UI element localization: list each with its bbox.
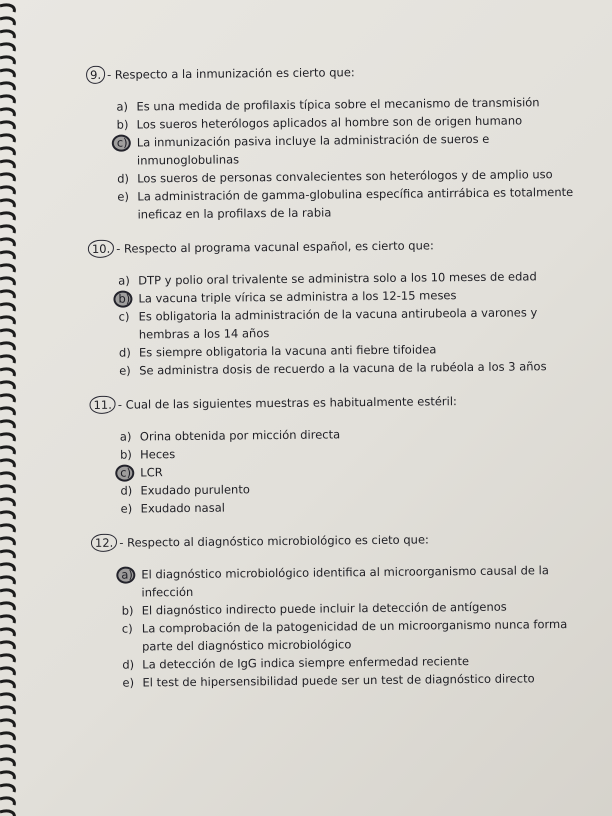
exam-questions	[86, 61, 593, 708]
question-header	[89, 391, 589, 414]
option-d: d) Es siempre obligatoria la vacuna anti fiebre tifoidea	[118, 342, 437, 360]
option-d: d) Los sueros de personas convalecientes son heterólogos y de amplio uso	[117, 167, 553, 186]
spiral-coil	[0, 525, 14, 532]
spiral-coil	[0, 5, 14, 12]
option-a: a) Orina obtenida por micción directa	[119, 427, 341, 444]
spiral-coil	[0, 460, 14, 467]
question-stem: - Cual de las siguientes muestras es habitualmente estéril:	[117, 394, 457, 412]
question-10	[88, 235, 589, 380]
option-b: b) Heces	[119, 447, 176, 462]
question-11	[89, 391, 590, 518]
spiral-coil	[0, 83, 14, 90]
option-list	[121, 561, 592, 692]
spiral-coil	[0, 486, 14, 493]
spiral-coil	[0, 473, 14, 480]
spiral-coil	[0, 499, 14, 506]
spiral-coil	[0, 161, 14, 168]
spiral-coil	[0, 96, 14, 103]
spiral-coil	[0, 577, 14, 584]
spiral-coil	[0, 733, 14, 740]
spiral-coil	[0, 408, 14, 415]
option-b-marked: b) La vacuna triple vírica se administra a los 12-15 meses	[118, 288, 457, 306]
spiral-coil	[0, 382, 14, 389]
spiral-coil	[0, 421, 14, 428]
spiral-coil	[0, 174, 14, 181]
spiral-coil	[0, 226, 14, 233]
spiral-coil	[0, 252, 14, 259]
option-c-marked: c) LCR	[120, 465, 163, 480]
spiral-coil	[0, 538, 14, 545]
spiral-coil	[0, 603, 14, 610]
spiral-coil	[0, 70, 14, 77]
spiral-coil	[0, 798, 14, 805]
spiral-coil	[0, 187, 14, 194]
spiral-coil	[0, 772, 14, 779]
answer-mark: c)	[120, 463, 140, 481]
answer-mark: c)	[117, 133, 137, 151]
option-a: a) Es una medida de profilaxis típica sobre el mecanismo de transmisión	[116, 95, 540, 114]
spiral-coil	[0, 330, 14, 337]
spiral-coil	[0, 564, 14, 571]
spiral-coil	[0, 317, 14, 324]
spiral-coil	[0, 369, 14, 376]
option-e: e) El test de hipersensibilidad puede ser un test de diagnóstico directo	[122, 671, 535, 690]
option-a: a) DTP y polio oral trivalente se administra solo a los 10 meses de edad	[118, 269, 537, 288]
question-stem: - Respecto al programa vacunal español, es cierto que:	[116, 238, 434, 256]
question-header	[91, 529, 591, 552]
question-number: 9.	[86, 66, 105, 84]
option-d: d) Exudado purulento	[120, 482, 250, 498]
question-9	[86, 61, 588, 224]
spiral-coil	[0, 746, 14, 753]
spiral-coil	[0, 434, 14, 441]
question-header	[86, 61, 586, 84]
question-stem: - Respecto al diagnóstico microbiológico es cieto que:	[119, 532, 429, 550]
spiral-coil	[0, 512, 14, 519]
option-list	[120, 423, 591, 518]
spiral-coil	[0, 629, 14, 636]
spiral-coil	[0, 239, 14, 246]
spiral-coil	[0, 590, 14, 597]
spiral-coil	[0, 278, 14, 285]
spiral-coil	[0, 395, 14, 402]
option-c: c) Es obligatoria la administración de la vacuna antirubeola a varones y hembras a los 14 años	[118, 305, 538, 342]
spiral-coil	[0, 720, 14, 727]
spiral-coil	[0, 551, 14, 558]
spiral-coil	[0, 356, 14, 363]
spiral-coil	[0, 681, 14, 688]
option-e: e) La administración de gamma-globulina específica antirrábica es totalmente ineficaz en la profilaxs de la rabia	[117, 184, 574, 222]
question-number: 10.	[88, 240, 114, 258]
spiral-coil	[0, 668, 14, 675]
spiral-coil	[0, 57, 14, 64]
spiral-coil	[0, 785, 14, 792]
question-header	[88, 235, 588, 258]
spiral-coil	[0, 18, 14, 25]
option-b: b) Los sueros heterólogos aplicados al hombre son de origen humano	[116, 113, 523, 132]
spiral-coil	[0, 759, 14, 766]
option-e: e) Exudado nasal	[120, 500, 225, 516]
spiral-coil	[0, 291, 14, 298]
spiral-coil	[0, 616, 14, 623]
answer-mark: b)	[118, 289, 138, 307]
question-number: 11.	[89, 396, 115, 414]
option-c-marked: c) La inmunización pasiva incluye la administración de sueros e inmunoglobulinas	[116, 131, 490, 168]
option-d: d) La detección de IgG indica siempre enfermedad reciente	[122, 654, 470, 672]
option-a-marked: a) El diagnóstico microbiológico identifica al microorganismo causal de la infección	[121, 563, 549, 600]
spiral-coil	[0, 343, 14, 350]
spiral-coil	[0, 122, 14, 129]
spiral-coil	[0, 694, 14, 701]
spiral-coil	[0, 31, 14, 38]
spiral-coil	[0, 148, 14, 155]
question-stem: - Respecto a la inmunización es cierto que:	[107, 65, 355, 82]
spiral-coil	[0, 213, 14, 220]
option-b: b) El diagnóstico indirecto puede incluir la detección de antígenos	[121, 599, 507, 618]
answer-mark: a)	[121, 565, 141, 583]
option-list	[118, 267, 589, 380]
question-12	[91, 529, 593, 692]
spiral-coil	[0, 707, 14, 714]
option-e: e) Se administra dosis de recuerdo a la vacuna de la rubéola a los 3 años	[119, 359, 547, 378]
option-c: c) La comprobación de la patogenicidad de un microorganismo nunca forma parte del diagnóstico microbiológico	[121, 616, 568, 654]
spiral-coil	[0, 642, 14, 649]
spiral-binding	[0, 0, 22, 816]
spiral-coil	[0, 200, 14, 207]
spiral-coil	[0, 109, 14, 116]
spiral-coil	[0, 447, 14, 454]
spiral-coil	[0, 811, 14, 816]
spiral-coil	[0, 304, 14, 311]
spiral-coil	[0, 135, 14, 142]
option-list	[116, 93, 587, 224]
spiral-coil	[0, 44, 14, 51]
question-number: 12.	[91, 534, 117, 552]
spiral-coil	[0, 655, 14, 662]
spiral-coil	[0, 265, 14, 272]
